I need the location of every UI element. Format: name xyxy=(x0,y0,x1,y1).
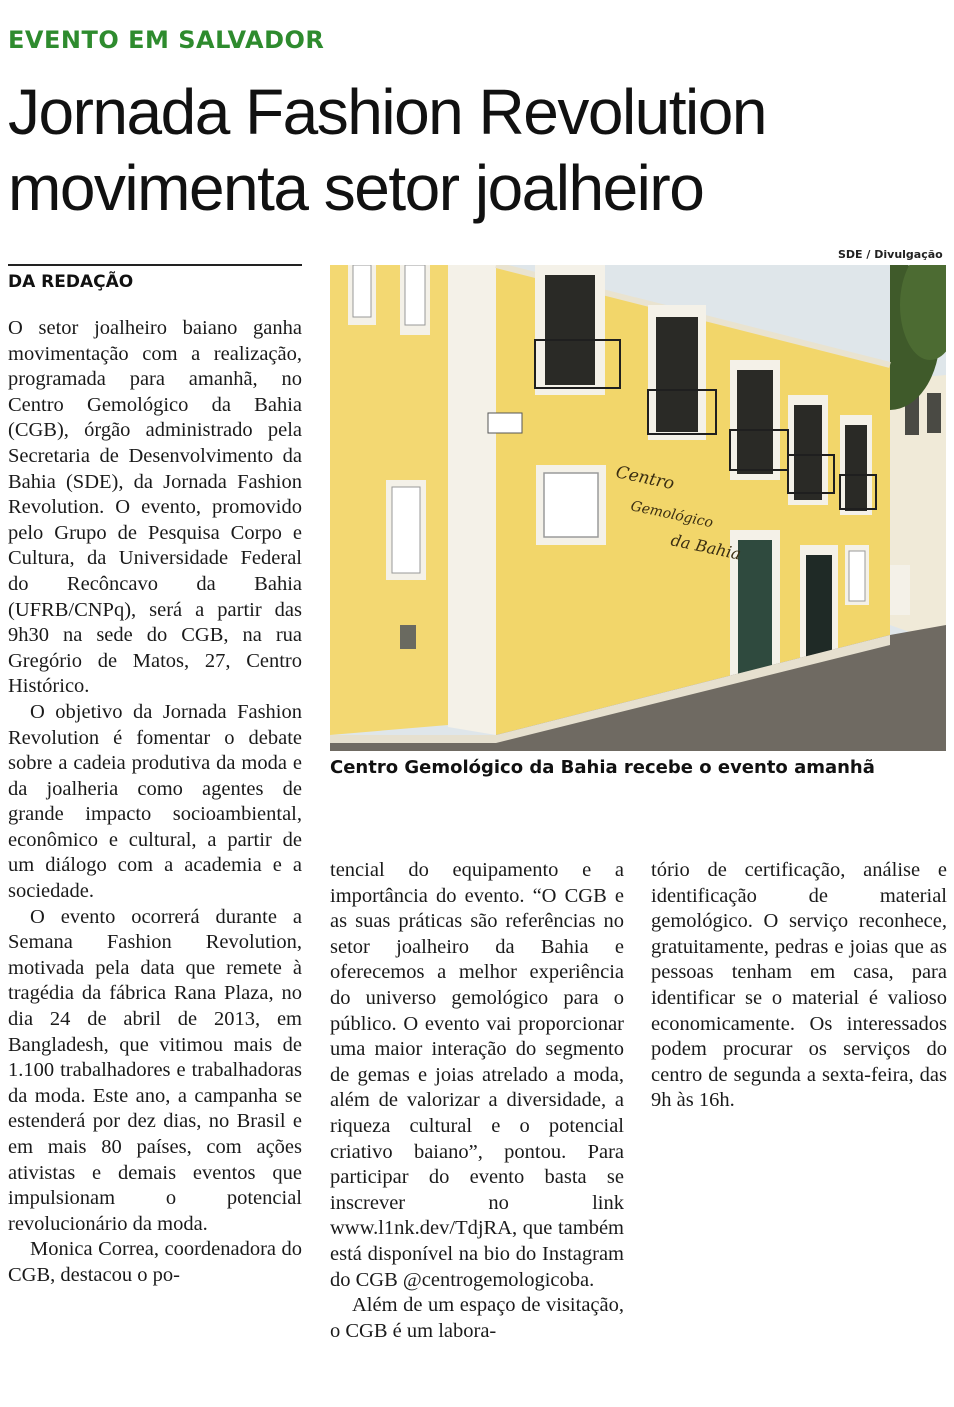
article-column-1 xyxy=(8,316,302,1289)
section-kicker: EVENTO EM SALVADOR xyxy=(8,26,325,54)
headline-line-1: Jornada Fashion Revolution xyxy=(8,76,766,148)
photo-credit: SDE / Divulgação xyxy=(838,248,943,261)
paragraph: O objetivo da Jornada Fashion Revolution é fomentar o debate sobre a cadeia produtiva da moda e da joalheria como agentes de grande impacto socioambiental, econômico e cultural, a partir de um diálogo com a academia e a sociedade. xyxy=(8,700,302,903)
paragraph: Monica Correa, coordenadora do CGB, destacou o po- xyxy=(8,1238,302,1286)
headline-line-2: movimenta setor joalheiro xyxy=(8,152,704,224)
facade-sign-line-1: Centro xyxy=(613,462,677,495)
paragraph: O setor joalheiro baiano ganha movimentação com a realização, programada para amanhã, no Centro Gemológico da Bahia (CGB), órgão administrado pela Secretaria de Desenvolvimento da Bahia (SDE), da Jornada Fashion Revolution. O evento, promovido pelo Grupo de Pesquisa Corpo e Cultura, da Universidade Federal do Recôncavo da Bahia (UFRB/CNPq), será a partir das 9h30 na sede do CGB, na rua Gregório de Matos, 27, Centro Histórico. xyxy=(8,317,302,698)
building-illustration xyxy=(330,265,946,751)
paragraph: O evento ocorrerá durante a Semana Fashion Revolution, motivada pela data que remete à tragédia da fábrica Rana Plaza, no dia 24 de abril de 2013, em Bangladesh, que vitimou mais de 1.100 trabalhadores e trabalhadoras da moda. Este ano, a campanha se estenderá por dez dias, no Brasil e em mais 80 países, com ações ativistas e demais eventos que impulsionam o potencial revolucionário da moda. xyxy=(8,905,302,1235)
article-column-2 xyxy=(330,858,624,1344)
facade-sign-line-3: da Bahia xyxy=(669,530,743,564)
article-column-3 xyxy=(651,858,947,1114)
headline xyxy=(8,74,948,226)
byline-rule xyxy=(8,264,302,266)
paragraph: tencial do equipamento e a importância do evento. “O CGB e as suas práticas são referências no setor joalheiro da Bahia e oferecemos a melhor experiência do universo gemológico para o público. O evento vai proporcionar uma maior interação do segmento de gemas e joias atrelado a moda, além de valorizar a diversidade, a riqueza cultural e o potencial criativo baiano”, pontou. Para participar do evento basta se inscrever no link www.l1nk.dev/TdjRA, que também está disponível na bio do Instagram do CGB @centrogemologicoba. xyxy=(330,859,624,1291)
facade-sign-line-2: Gemológico xyxy=(629,498,715,532)
paragraph: tório de certificação, análise e identificação de material gemológico. O serviço reconhece, gratuitamente, pedras e joias que as pessoas tenham em casa, para identificar se o material é valioso economicamente. Os interessados podem procurar os serviços do centro de segunda a sexta-feira, das 9h às 16h. xyxy=(651,859,947,1112)
article-photo xyxy=(330,265,946,751)
byline: DA REDAÇÃO xyxy=(8,272,134,292)
paragraph: Além de um espaço de visitação, o CGB é um labora- xyxy=(330,1294,624,1342)
photo-caption: Centro Gemológico da Bahia recebe o evento amanhã xyxy=(330,757,875,778)
